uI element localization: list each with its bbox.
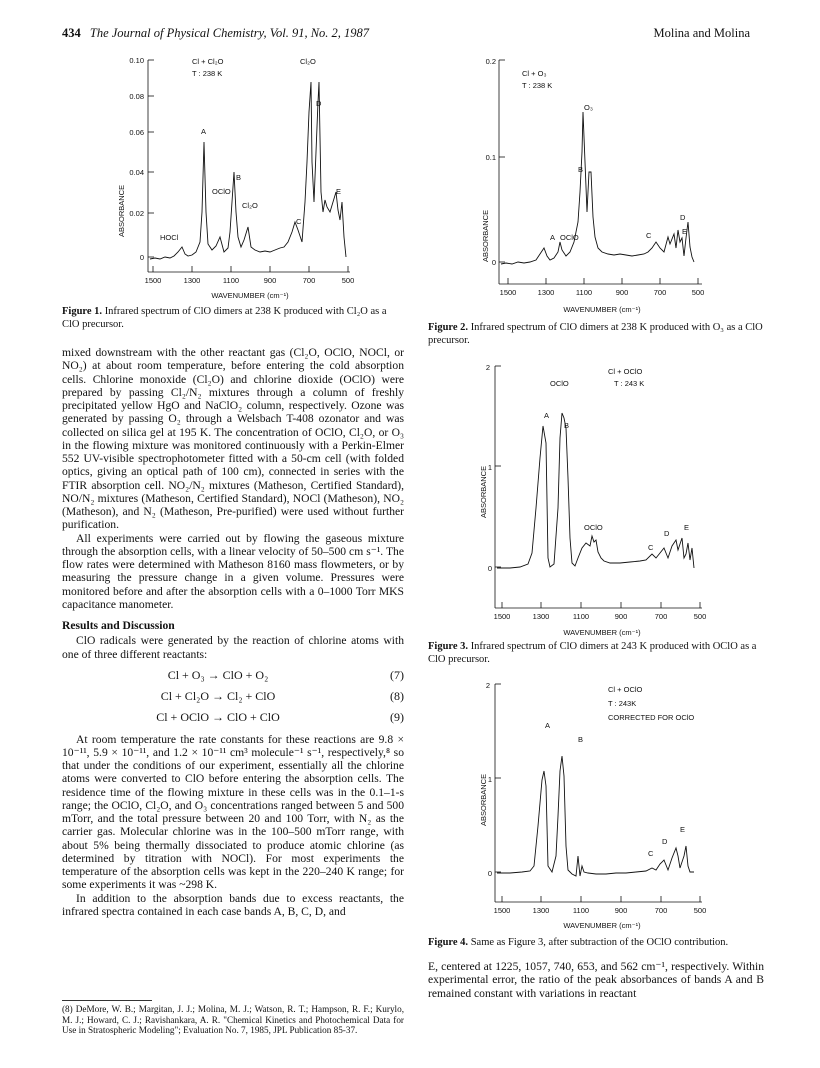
x-tick-label: 900 — [614, 612, 628, 621]
y-tick-label: 0.2 — [485, 57, 496, 66]
caption-text: Infrared spectrum of ClO dimers at 238 K produced with Cl₂O as a ClO precursor. — [62, 306, 387, 330]
axes — [495, 366, 702, 608]
x-tick-label: 900 — [263, 276, 277, 285]
page-number: 434 — [62, 26, 81, 40]
legend-reaction: Cl + OClO — [608, 367, 643, 376]
peak-label: B — [578, 165, 584, 174]
paragraph: E, centered at 1225, 1057, 740, 653, and 562 cm⁻¹, respectively. Within experimental error, the ratio of the peak absorbances of bands A and B remained constant with variations in reactant — [428, 960, 764, 1000]
peak-label: E — [336, 187, 342, 196]
x-tick-label: 900 — [614, 906, 628, 915]
y-tick-label: 0.02 — [129, 209, 144, 218]
x-axis-label: WAVENUMBER (cm⁻¹) — [563, 921, 641, 930]
left-column — [62, 346, 404, 918]
right-column — [428, 960, 764, 1000]
peak-label: D — [316, 99, 322, 108]
peak-label: OClO — [212, 187, 231, 196]
caption-label: Figure 1. — [62, 306, 103, 317]
paragraph: At room temperature the rate constants for these reactions are 9.8 × 10⁻¹¹, 5.9 × 10⁻¹¹, and 1.2 × 10⁻¹¹ cm³ molecule⁻¹ s⁻¹, respectively,⁸ so that under the conditions of our experiment, essentially all the chlorine atoms were converted to ClO before entering the absorption cells. The residence time of the flowing mixture in these cells was in the 0.1–1-s range; the OClO, Cl₂O, and O₃ concentrations ranged between 5 and 500 mTorr, and the total pressure between 20 and 100 Torr, with N₂ as the carrier gas. Molecular chlorine was in the 100–500 mTorr range, with about 5% being thermally dissociated to produce atomic chlorine (as determined by titration with NOCl). For most experiments the temperature of the absorption cells was kept in the 220–240 K range; for some experiments it was ~298 K. — [62, 732, 404, 892]
x-tick-label: 1300 — [183, 276, 201, 285]
figure-3 — [470, 358, 730, 638]
legend-reaction: Cl + O₃ — [522, 69, 547, 78]
legend-reaction: Cl + Cl₂O — [192, 57, 224, 66]
x-tick-labels — [145, 276, 355, 285]
x-tick-labels — [494, 906, 707, 915]
peak-label: HOCl — [160, 233, 179, 242]
equation — [62, 711, 404, 724]
footnote-rule — [62, 1000, 152, 1001]
spectrum-trace — [501, 112, 694, 264]
peak-label: B — [578, 735, 584, 744]
y-tick-label: 0 — [491, 258, 496, 267]
peak-label: D — [662, 837, 668, 846]
peak-label: Cl₂O — [242, 201, 258, 210]
peak-labels — [544, 367, 689, 552]
y-axis-label: ABSORBANCE — [479, 773, 488, 826]
y-tick-label: 2 — [485, 681, 490, 690]
peak-label: B — [564, 421, 570, 430]
equation-expression: Cl + O₃ → ClO + O₂ — [167, 667, 269, 682]
section-heading: Results and Discussion — [62, 619, 175, 632]
legend-temperature: T : 243K — [608, 699, 637, 708]
peak-label: C — [646, 231, 652, 240]
figure-4-caption — [428, 937, 768, 950]
y-tick-label: 1 — [487, 775, 492, 784]
x-tick-label: 500 — [693, 612, 707, 621]
equation-expression: Cl + OClO → ClO + ClO — [156, 710, 280, 725]
peak-labels — [160, 57, 341, 242]
peak-label: C — [296, 217, 302, 226]
paragraph: ClO radicals were generated by the reaction of chlorine atoms with one of three different reactants: — [62, 634, 404, 661]
legend-temperature: T : 243 K — [614, 379, 645, 388]
figure-2-caption — [428, 322, 763, 347]
x-tick-label: 1300 — [532, 906, 550, 915]
caption-label: Figure 3. — [428, 641, 469, 652]
header-authors: Molina and Molina — [653, 26, 750, 40]
x-tick-labels — [494, 612, 707, 621]
y-axis-label: ABSORBANCE — [479, 465, 488, 518]
y-tick-label: 0.06 — [129, 128, 144, 137]
y-tick-label: 0 — [487, 869, 492, 878]
legend-reaction: Cl + OClO — [608, 685, 643, 694]
peak-label: A — [545, 721, 551, 730]
figure-2-plot — [470, 52, 730, 322]
x-axis-label: WAVENUMBER (cm⁻¹) — [563, 628, 641, 637]
peak-label: OClO — [550, 379, 569, 388]
caption-text: Infrared spectrum of ClO dimers at 238 K produced with O₃ as a ClO precursor. — [428, 322, 763, 346]
figure-1-plot — [100, 52, 380, 302]
equation-number: (9) — [390, 710, 404, 725]
legend-correction: CORRECTED FOR OClO — [608, 713, 695, 722]
y-tick-label: 0 — [139, 253, 144, 262]
caption-label: Figure 4. — [428, 937, 469, 948]
y-tick-label: 0.1 — [485, 153, 496, 162]
x-tick-label: 1100 — [575, 288, 593, 297]
x-tick-label: 1500 — [493, 906, 511, 915]
caption-text: Infrared spectrum of ClO dimers at 243 K produced with OClO as a ClO precursor. — [428, 641, 757, 665]
spectrum-trace — [497, 756, 694, 876]
y-tick-labels — [129, 56, 144, 262]
equation-number: (7) — [390, 667, 404, 682]
y-tick-label: 0.08 — [129, 92, 144, 101]
y-tick-label: 1 — [487, 463, 492, 472]
y-tick-label: 0.10 — [129, 56, 144, 65]
figure-3-plot — [470, 358, 730, 638]
x-tick-label: 1500 — [493, 612, 511, 621]
peak-label: A — [544, 411, 550, 420]
y-axis-label: ABSORBANCE — [117, 184, 126, 237]
peak-label: A — [550, 233, 556, 242]
peak-label: O₃ — [584, 103, 593, 112]
x-tick-label: 1300 — [532, 612, 550, 621]
journal-citation: The Journal of Physical Chemistry, Vol. 91, No. 2, 1987 — [89, 26, 370, 40]
y-axis-label: ABSORBANCE — [481, 209, 490, 262]
peak-label: OClO — [560, 233, 579, 242]
equation — [62, 690, 404, 703]
peak-label: E — [680, 825, 686, 834]
x-tick-label: 700 — [653, 288, 667, 297]
x-tick-label: 1500 — [144, 276, 162, 285]
peak-label: E — [682, 227, 688, 236]
x-tick-labels — [500, 288, 705, 297]
peak-label: Cl₂O — [300, 57, 316, 66]
peak-label: C — [648, 543, 654, 552]
spectrum-trace — [497, 413, 694, 568]
figure-1-caption — [62, 306, 402, 331]
equation-expression: Cl + Cl₂O → Cl₂ + ClO — [160, 689, 276, 703]
x-axis-label: WAVENUMBER (cm⁻¹) — [211, 291, 289, 300]
x-tick-label: 500 — [341, 276, 355, 285]
x-tick-label: 900 — [615, 288, 629, 297]
figure-3-caption — [428, 641, 763, 666]
x-tick-label: 500 — [693, 906, 707, 915]
peak-label: D — [664, 529, 670, 538]
peak-label: B — [236, 173, 242, 182]
equation-number: (8) — [390, 689, 404, 703]
figure-1 — [100, 52, 380, 302]
paragraph: mixed downstream with the other reactant gas (Cl₂O, OClO, NOCl, or NO₂) at about room temperature, before entering the cold absorption cells. Chlorine monoxide (Cl₂O) and chlorine dioxide (OClO) were prepared by passing Cl₂/N₂ mixtures through a column of freshly precipitated yellow HgO and NaClO₂ column, respectively. Ozone was generated by passing O₂ through a Welsbach T-408 ozonator and was collected on silica gel at 195 K. The concentration of OClO, Cl₂O, or O₃ in the flowing mixture was monitored continuously with a Perkin-Elmer 552 UV-visible spectrophotometer fitted with a 50-cm cell (with folded optics, giving an optical path of 100 cm), connected in series with the FTIR absorption cell. NO₂/N₂ mixtures (Matheson, Certified Standard), NO/N₂ mixtures (Matheson, Certified Standard), NOCl (Matheson), NO₂ (Matheson), and N₂ (Matheson, Pre-purified) were used without further purification. — [62, 346, 404, 532]
x-tick-label: 1300 — [537, 288, 555, 297]
peak-label: D — [680, 213, 686, 222]
x-tick-label: 700 — [654, 612, 668, 621]
caption-text: Same as Figure 3, after subtraction of the OClO contribution. — [468, 937, 729, 948]
figure-2 — [470, 52, 730, 322]
peak-label: E — [684, 523, 690, 532]
spectrum-trace — [150, 82, 346, 259]
peak-labels — [545, 685, 694, 858]
peak-label: OClO — [584, 523, 603, 532]
x-tick-label: 1500 — [499, 288, 517, 297]
y-tick-label: 2 — [485, 363, 490, 372]
figure-4 — [470, 676, 730, 960]
paragraph: All experiments were carried out by flowing the gaseous mixture through the absorption cells, with a linear velocity of 50–500 cm s⁻¹. The flow rates were determined with Matheson 8160 mass flowmeters, or by measuring the pressure change in a given volume. Pressures were monitored before and after the absorption cells with a 0–1000 Torr MKS capacitance manometer. — [62, 531, 404, 611]
x-tick-label: 1100 — [222, 276, 240, 285]
running-header — [62, 26, 369, 41]
x-tick-label: 700 — [302, 276, 316, 285]
peak-label: A — [201, 127, 207, 136]
caption-label: Figure 2. — [428, 322, 469, 333]
x-tick-label: 500 — [691, 288, 705, 297]
paragraph: In addition to the absorption bands due to excess reactants, the infrared spectra contained in each case bands A, B, C, D, and — [62, 891, 404, 918]
x-tick-label: 700 — [654, 906, 668, 915]
x-tick-label: 1100 — [572, 906, 590, 915]
equation — [62, 669, 404, 682]
legend-temperature: T : 238 K — [192, 69, 223, 78]
legend-temperature: T : 238 K — [522, 81, 553, 90]
peak-labels — [522, 69, 687, 242]
x-tick-label: 1100 — [572, 612, 590, 621]
y-tick-label: 0 — [487, 564, 492, 573]
y-tick-label: 0.04 — [129, 168, 144, 177]
x-axis-label: WAVENUMBER (cm⁻¹) — [563, 305, 641, 314]
figure-4-plot — [470, 676, 730, 960]
footnote: (8) DeMore, W. B.; Margitan, J. J.; Molina, M. J.; Watson, R. T.; Hampson, R. F.; Kurylo, M. J.; Howard, C. J.; Ravishankara, A. R. "Chemical Kinetics and Photochemical Data for Use in Stratospheric Modeling"; Evaluation No. 7, 1985, JPL Publication 85-37. — [62, 1004, 404, 1036]
peak-label: C — [648, 849, 654, 858]
